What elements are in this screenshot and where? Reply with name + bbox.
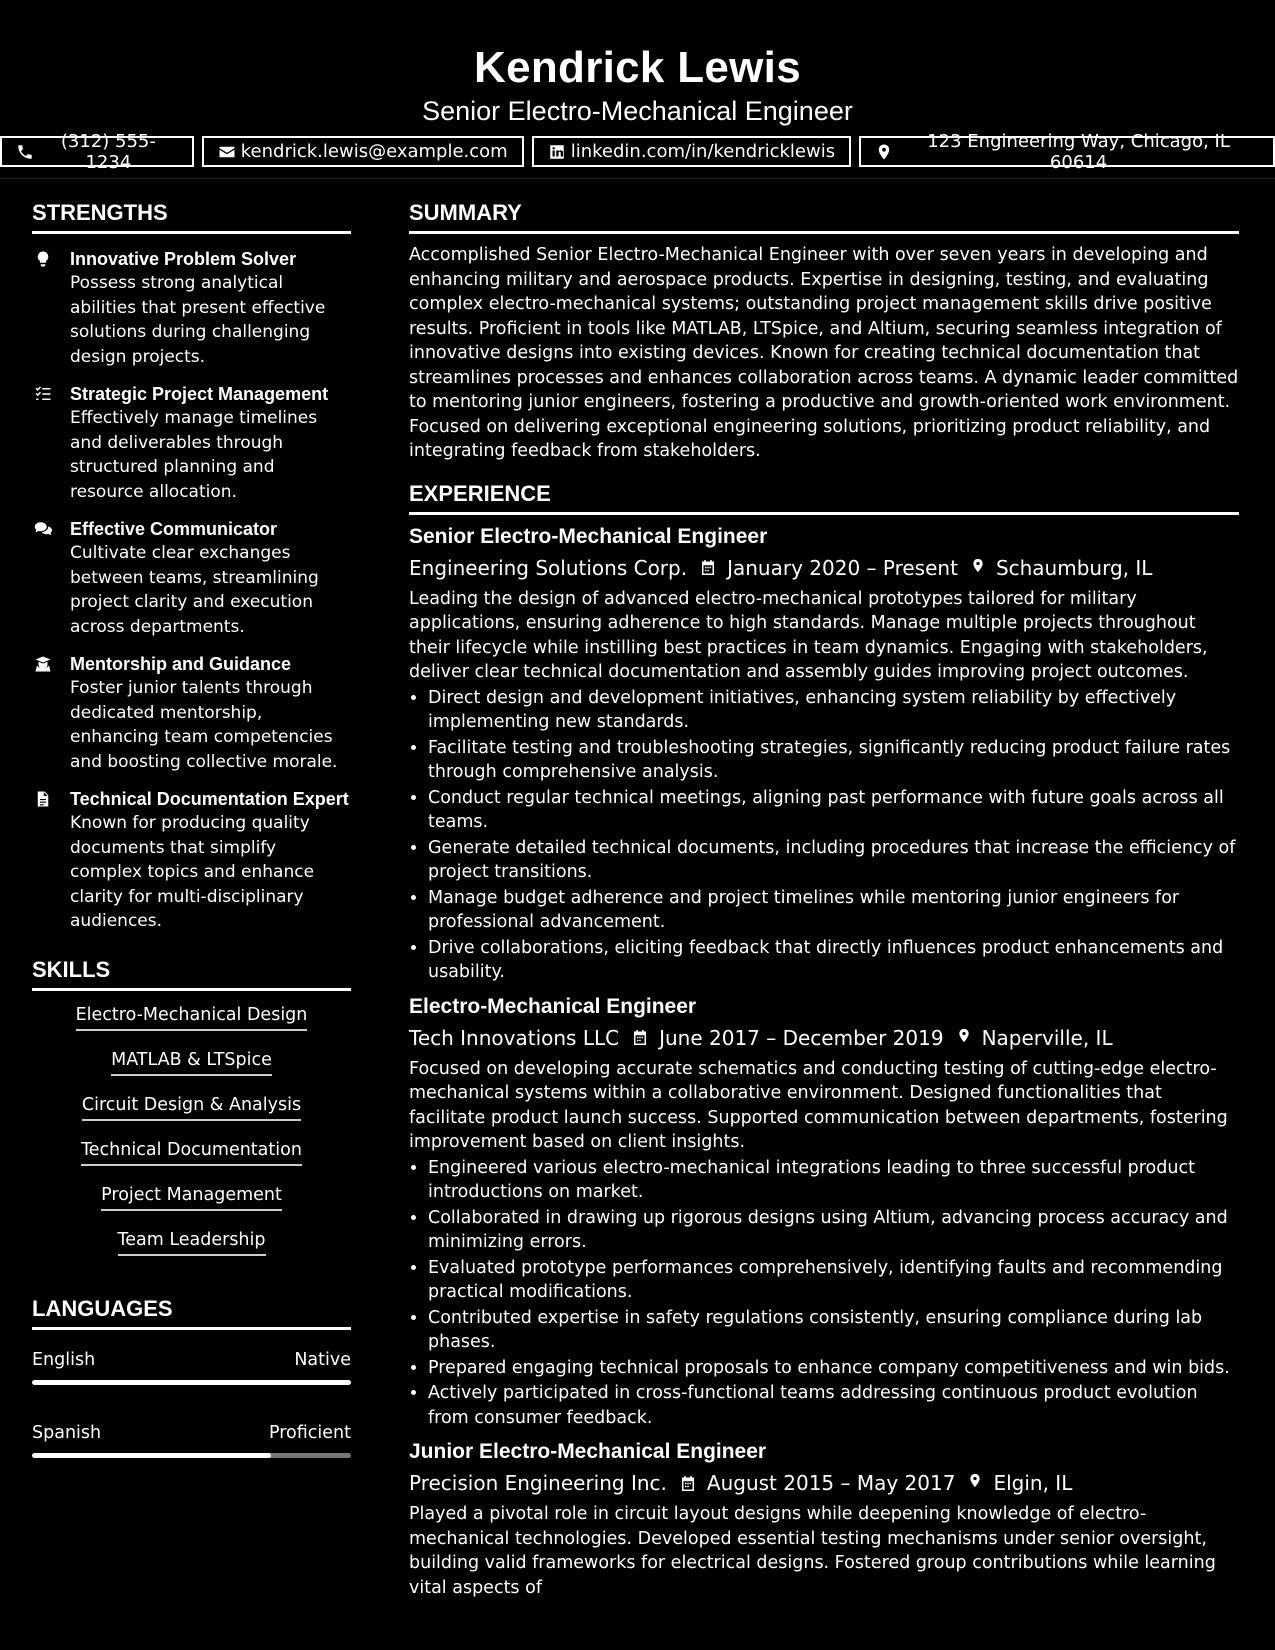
skill-tag: Team Leadership (118, 1228, 266, 1256)
list-item: • Generate detailed technical documents, including procedures that increase the efficiency of project transitions. (428, 836, 1239, 885)
list-item: • Conduct regular technical meetings, aligning past performance with future goals across all teams. (428, 786, 1239, 835)
language-level: Proficient (269, 1422, 351, 1443)
location-pin-icon (967, 1471, 983, 1490)
strength-item (32, 652, 351, 774)
job-meta (409, 1468, 1239, 1498)
list-item: • Contributed expertise in safety regulations consistently, ensuring compliance during lab phases. (428, 1306, 1239, 1355)
job-bullets (409, 686, 1239, 985)
location-pin-icon (875, 143, 893, 161)
job-description: Played a pivotal role in circuit layout designs while deepening knowledge of electro-mechanical technologies. Developed essential testing mechanisms under senior oversight, building valid frameworks for electrical designs. Fostered group contributions while learning vital aspects of (409, 1504, 1216, 1598)
phone-text: (312) 555-1234 (60, 130, 156, 173)
linkedin-text: linkedin.com/in/kendricklewis (570, 141, 836, 162)
contact-email[interactable] (202, 136, 524, 167)
contact-phone[interactable] (0, 130, 194, 173)
strengths-heading: STRENGTHS (32, 199, 351, 234)
contact-linkedin[interactable] (532, 136, 851, 167)
graduate-icon (34, 655, 52, 673)
contact-bar (0, 130, 1275, 173)
summary-heading: SUMMARY (409, 199, 1239, 234)
language-item (32, 1348, 351, 1385)
strength-title: Mentorship and Guidance (70, 654, 292, 674)
job-description: Leading the design of advanced electro-mechanical prototypes tailored for military applications, ensuring adherence to high standards. Manage multiple projects throughout their lifecycle while instilling best practices in team dynamics. Engaging with stakeholders, deliver clear technical documentation and assembly guides improving project outcomes. (409, 588, 1208, 682)
strength-desc: Known for producing quality documents that simplify complex topics and enhance clarity for multi-disciplinary audiences. (70, 813, 315, 931)
candidate-name: Kendrick Lewis (474, 43, 801, 92)
job-description: Focused on developing accurate schematics and conducting testing of cutting-edge electro-mechanical systems within a collaborative environment. Designed functionalities that facilitate product launch success. Supported communication between departments, fostering improvement based on client insights. (409, 1058, 1228, 1152)
job-company: Engineering Solutions Corp. (409, 555, 688, 580)
language-name: Spanish (32, 1422, 102, 1443)
envelope-icon (218, 143, 236, 161)
strength-item (32, 247, 351, 369)
job-title: Junior Electro-Mechanical Engineer (409, 1440, 767, 1463)
skill-tag: Electro-Mechanical Design (76, 1003, 308, 1031)
skill-tag: Technical Documentation (81, 1138, 302, 1166)
strength-desc: Possess strong analytical abilities that present effective solutions during challenging design projects. (70, 273, 326, 367)
job-entry (409, 523, 1239, 985)
strength-item (32, 382, 351, 504)
job-bullets (409, 1156, 1239, 1431)
job-location: Schaumburg, IL (995, 555, 1153, 580)
job-dates: January 2020 – Present (727, 555, 958, 580)
strength-desc: Effectively manage timelines and deliverables through structured planning and resource allocation. (70, 408, 318, 502)
languages-heading: LANGUAGES (32, 1295, 351, 1330)
chat-bubbles-icon (34, 520, 52, 538)
list-item: • Collaborated in drawing up rigorous designs using Altium, advancing process accuracy and minimizing errors. (428, 1206, 1239, 1255)
email-text: kendrick.lewis@example.com (240, 141, 508, 162)
strength-title: Strategic Project Management (70, 384, 329, 404)
document-icon (34, 790, 52, 808)
job-title: Senior Electro-Mechanical Engineer (409, 524, 768, 548)
strength-title: Technical Documentation Expert (70, 789, 349, 809)
resume-header (0, 0, 1275, 179)
list-item: • Facilitate testing and troubleshooting strategies, significantly reducing product failure rates through comprehensive analysis. (428, 736, 1239, 785)
job-entry (409, 1438, 1239, 1600)
strength-title: Innovative Problem Solver (70, 249, 297, 269)
job-location: Elgin, IL (993, 1471, 1073, 1495)
lightbulb-icon (34, 250, 52, 268)
language-proficiency-bar (32, 1380, 351, 1385)
list-item: • Actively participated in cross-functional teams addressing continuous product evolution from consumer feedback. (428, 1381, 1239, 1430)
skills-heading: SKILLS (32, 956, 351, 991)
language-level: Native (294, 1349, 351, 1370)
strength-title: Effective Communicator (70, 519, 278, 539)
job-title: Electro-Mechanical Engineer (409, 994, 697, 1018)
job-location: Naperville, IL (981, 1025, 1113, 1050)
list-item: • Prepared engaging technical proposals to enhance company competitiveness and win bids. (428, 1356, 1239, 1381)
location-pin-icon (970, 556, 986, 575)
candidate-title: Senior Electro-Mechanical Engineer (422, 96, 853, 126)
calendar-icon (699, 558, 717, 577)
job-entry (409, 993, 1239, 1431)
list-item: • Drive collaborations, eliciting feedback that directly influences product enhancements and usability. (428, 936, 1239, 985)
right-column (409, 199, 1239, 1600)
language-item (32, 1421, 351, 1458)
strength-desc: Foster junior talents through dedicated mentorship, enhancing team competencies and boosting collective morale. (70, 678, 338, 772)
left-column (32, 199, 351, 1458)
language-name: English (32, 1349, 96, 1370)
list-item: • Evaluated prototype performances comprehensively, identifying faults and recommending practical modifications. (428, 1256, 1239, 1305)
list-check-icon (34, 385, 52, 403)
job-meta (409, 1023, 1239, 1053)
contact-address[interactable] (859, 130, 1275, 173)
job-meta (409, 553, 1239, 583)
experience-heading: EXPERIENCE (409, 480, 1239, 515)
address-text: 123 Engineering Way, Chicago, IL 60614 (927, 130, 1230, 173)
language-proficiency-bar (32, 1453, 351, 1458)
strength-item (32, 787, 351, 934)
phone-icon (16, 143, 34, 161)
summary-text: Accomplished Senior Electro-Mechanical Engineer with over seven years in developing and enhancing military and aerospace products. Expertise in designing, testing, and evaluating complex electro-mechanical systems; outstanding project management skills drive positive results. Proficient in tools like MATLAB, LTSpice, and Altium, securing seamless integration of innovative designs into existing devices. Known for creating technical documentation that streamlines processes and enhances collaboration across teams. A dynamic leader committed to mentoring junior engineers, fostering a productive and growth-oriented work environment. Focused on delivering exceptional engineering solutions, prioritizing product reliability, and integrating feedback from stakeholders. (409, 245, 1239, 461)
job-dates: August 2015 – May 2017 (706, 1471, 956, 1495)
calendar-icon (631, 1028, 649, 1047)
strength-item (32, 517, 351, 639)
skill-tag: Circuit Design & Analysis (82, 1093, 301, 1121)
job-dates: June 2017 – December 2019 (659, 1025, 944, 1050)
job-company: Tech Innovations LLC (409, 1025, 620, 1050)
skills-list (32, 1003, 351, 1273)
linkedin-icon (548, 143, 566, 161)
location-pin-icon (956, 1026, 972, 1045)
calendar-icon (679, 1474, 697, 1493)
list-item: • Manage budget adherence and project timelines while mentoring junior engineers for professional advancement. (428, 886, 1239, 935)
list-item: • Direct design and development initiatives, enhancing system reliability by effectively implementing new standards. (428, 686, 1239, 735)
strength-desc: Cultivate clear exchanges between teams, streamlining project clarity and execution across departments. (70, 543, 319, 637)
job-company: Precision Engineering Inc. (409, 1471, 667, 1495)
skill-tag: MATLAB & LTSpice (111, 1048, 272, 1076)
skill-tag: Project Management (101, 1183, 282, 1211)
list-item: • Engineered various electro-mechanical integrations leading to three successful product introductions on market. (428, 1156, 1239, 1205)
